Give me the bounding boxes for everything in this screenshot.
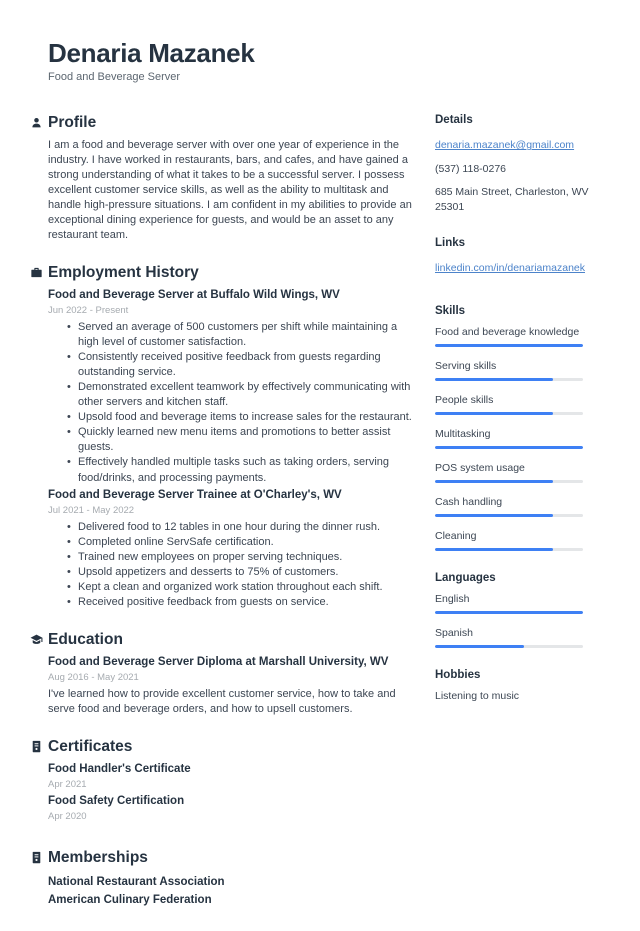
education-description: I've learned how to provide excellent customer service, how to take and serve food and beverage orders, and how to upsell customers. bbox=[48, 687, 396, 715]
section-profile bbox=[48, 114, 416, 243]
skill-item bbox=[435, 530, 596, 551]
skill-label: People skills bbox=[435, 394, 494, 407]
certificate-dates: Apr 2021 bbox=[48, 778, 87, 790]
job-bullet: • Received positive feedback from guests on service. bbox=[78, 595, 416, 610]
skill-bar-fill bbox=[435, 514, 553, 517]
sidebar-skills bbox=[435, 305, 596, 551]
skill-bar-track bbox=[435, 412, 583, 415]
section-education bbox=[48, 631, 416, 717]
job-bullet: • Trained new employees on proper serving techniques. bbox=[78, 550, 416, 565]
language-bar-fill bbox=[435, 645, 524, 648]
skill-item bbox=[435, 462, 596, 483]
section-certificates bbox=[48, 738, 416, 822]
skill-bar-fill bbox=[435, 548, 553, 551]
briefcase-icon bbox=[30, 266, 43, 279]
job-dates: Jul 2021 - May 2022 bbox=[48, 504, 135, 516]
skill-bar-fill bbox=[435, 344, 583, 347]
membership-badge-icon bbox=[30, 851, 43, 864]
profile-text: I am a food and beverage server with over one year of experience in the industry. I have worked in restaurants, bars, and cafes, and have gained a strong understanding of what it takes to be a successful server. I possess excellent customer service skills, as well as the ability to multitask and handle high-pressure situations. I am confident in my abilities to provide an exceptional dining experience for guests, and would be an asset to any restaurant team. bbox=[48, 139, 412, 242]
language-bar-track bbox=[435, 611, 583, 614]
job-entry bbox=[48, 488, 416, 610]
sidebar bbox=[435, 114, 596, 930]
skill-bar-fill bbox=[435, 446, 583, 449]
employment-heading: Employment History bbox=[48, 263, 199, 281]
language-bar-track bbox=[435, 645, 583, 648]
job-bullet: • Quickly learned new menu items and promotions to better assist guests. bbox=[78, 425, 416, 455]
sidebar-languages bbox=[435, 572, 596, 648]
job-bullet: • Upsold appetizers and desserts to 75% of customers. bbox=[78, 565, 416, 580]
membership-entry: National Restaurant Association bbox=[48, 875, 225, 888]
skills-heading: Skills bbox=[435, 305, 466, 318]
details-heading: Details bbox=[435, 114, 473, 127]
email-link[interactable]: denaria.mazanek@gmail.com bbox=[435, 139, 575, 152]
skill-item bbox=[435, 326, 596, 347]
education-dates: Aug 2016 - May 2021 bbox=[48, 671, 139, 683]
job-bullet-list bbox=[48, 520, 416, 610]
membership-entry: American Culinary Federation bbox=[48, 894, 212, 907]
job-bullet-list bbox=[48, 320, 416, 486]
sidebar-details bbox=[435, 114, 596, 215]
skill-bar-fill bbox=[435, 412, 553, 415]
resume-header bbox=[48, 40, 596, 83]
skill-bar-fill bbox=[435, 378, 553, 381]
certificate-entry bbox=[48, 794, 416, 822]
skill-item bbox=[435, 496, 596, 517]
skill-label: POS system usage bbox=[435, 462, 525, 475]
person-name: Denaria Mazanek bbox=[48, 38, 255, 68]
sidebar-hobbies bbox=[435, 669, 596, 702]
phone-number: (537) 118-0276 bbox=[435, 162, 507, 175]
person-job-title: Food and Beverage Server bbox=[48, 71, 181, 84]
skill-bar-fill bbox=[435, 480, 553, 483]
skill-label: Multitasking bbox=[435, 428, 491, 441]
skill-item bbox=[435, 360, 596, 381]
language-item bbox=[435, 593, 596, 614]
skill-bar-track bbox=[435, 548, 583, 551]
profile-heading: Profile bbox=[48, 114, 97, 132]
content-columns bbox=[48, 114, 596, 930]
education-heading-row bbox=[48, 631, 416, 649]
certificate-dates: Apr 2020 bbox=[48, 810, 87, 822]
language-bar-fill bbox=[435, 611, 583, 614]
job-bullet: • Effectively handled multiple tasks such as taking orders, serving food/drinks, and processing payments. bbox=[78, 455, 416, 485]
linkedin-link[interactable]: linkedin.com/in/denariamazanek bbox=[435, 261, 585, 274]
skill-item bbox=[435, 394, 596, 415]
graduation-cap-icon bbox=[30, 633, 43, 646]
person-icon bbox=[30, 116, 43, 129]
education-heading: Education bbox=[48, 630, 123, 648]
certificate-icon bbox=[30, 740, 43, 753]
skill-label: Serving skills bbox=[435, 360, 497, 373]
section-employment bbox=[48, 264, 416, 610]
hobbies-heading: Hobbies bbox=[435, 669, 481, 682]
job-dates: Jun 2022 - Present bbox=[48, 304, 129, 316]
address: 685 Main Street, Charleston, WV 25301 bbox=[435, 186, 589, 214]
skill-label: Cleaning bbox=[435, 530, 477, 543]
skill-label: Cash handling bbox=[435, 496, 503, 509]
job-bullet: • Completed online ServSafe certification. bbox=[78, 535, 416, 550]
certificate-entry bbox=[48, 762, 416, 790]
job-bullet: • Upsold food and beverage items to increase sales for the restaurant. bbox=[78, 410, 416, 425]
job-title: Food and Beverage Server at Buffalo Wild Wings, WV bbox=[48, 288, 340, 301]
job-bullet: • Delivered food to 12 tables in one hour during the dinner rush. bbox=[78, 520, 416, 535]
memberships-heading: Memberships bbox=[48, 848, 148, 866]
skill-bar-track bbox=[435, 480, 583, 483]
certificates-heading-row bbox=[48, 738, 416, 756]
job-bullet: • Consistently received positive feedback from guests regarding outstanding service. bbox=[78, 350, 416, 380]
certificates-heading: Certificates bbox=[48, 737, 133, 755]
skill-label: Food and beverage knowledge bbox=[435, 326, 580, 339]
language-item bbox=[435, 627, 596, 648]
main-column bbox=[48, 114, 416, 930]
sidebar-links bbox=[435, 237, 596, 285]
skill-bar-track bbox=[435, 514, 583, 517]
skill-bar-track bbox=[435, 344, 583, 347]
job-bullet: • Served an average of 500 customers per shift while maintaining a high level of customer satisfaction. bbox=[78, 320, 416, 350]
memberships-heading-row bbox=[48, 849, 416, 867]
certificate-title: Food Handler's Certificate bbox=[48, 762, 191, 775]
certificate-title: Food Safety Certification bbox=[48, 794, 185, 807]
links-heading: Links bbox=[435, 236, 466, 249]
languages-heading: Languages bbox=[435, 572, 496, 585]
employment-heading-row bbox=[48, 264, 416, 282]
language-label: Spanish bbox=[435, 627, 473, 640]
hobby-item: Listening to music bbox=[435, 690, 520, 703]
job-entry bbox=[48, 288, 416, 486]
education-title: Food and Beverage Server Diploma at Marshall University, WV bbox=[48, 655, 389, 668]
section-memberships bbox=[48, 849, 416, 910]
profile-heading-row bbox=[48, 114, 416, 132]
skill-item bbox=[435, 428, 596, 449]
skill-bar-track bbox=[435, 446, 583, 449]
job-bullet: • Kept a clean and organized work station throughout each shift. bbox=[78, 580, 416, 595]
skill-bar-track bbox=[435, 378, 583, 381]
job-title: Food and Beverage Server Trainee at O'Charley's, WV bbox=[48, 488, 342, 501]
job-bullet: • Demonstrated excellent teamwork by effectively communicating with other servers and kitchen staff. bbox=[78, 380, 416, 410]
language-label: English bbox=[435, 593, 470, 606]
